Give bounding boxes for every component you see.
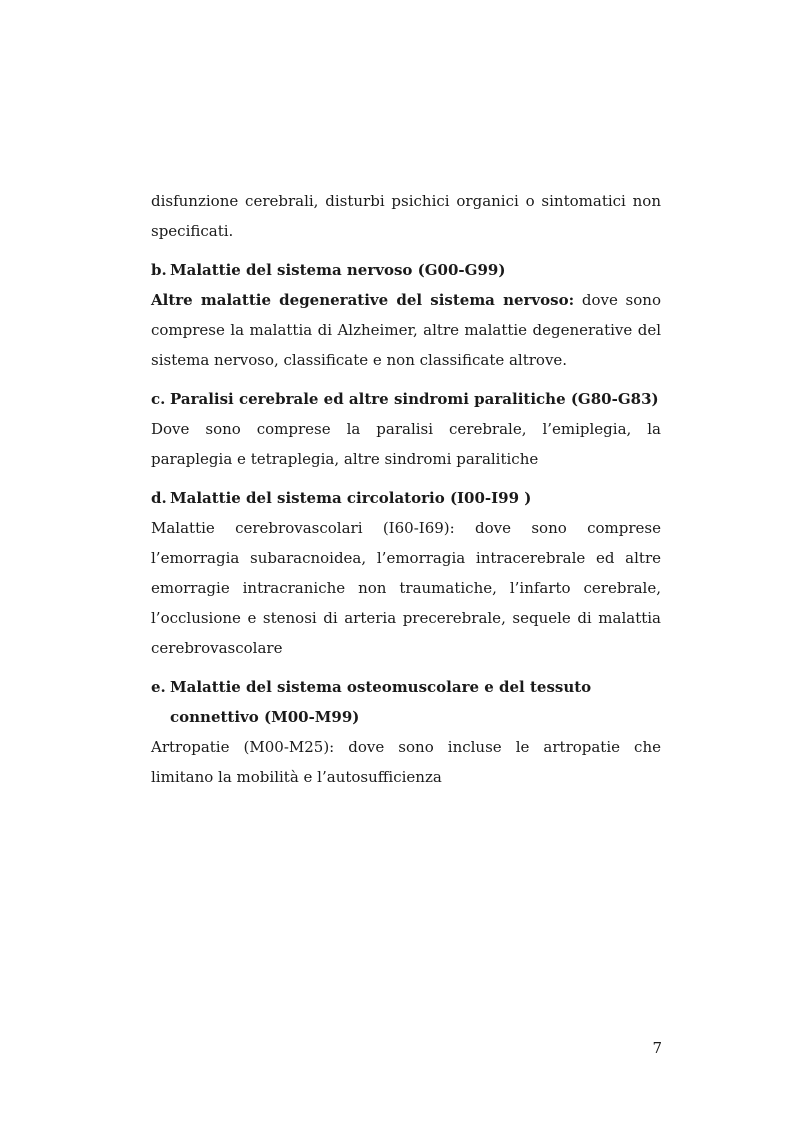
section-heading-d (151, 483, 661, 513)
section-paragraph-e: Artropatie (M00-M25): dove sono incluse le artropatie che limitano la mobilità e l’autosufficienza (151, 738, 661, 786)
section-letter: b. (151, 261, 167, 279)
section-text: dove sono comprese la malattia di Alzheimer, altre malattie degenerative del sistema nervoso, classificate e non classificate altrove. (151, 291, 661, 369)
section-title: Malattie del sistema circolatorio (I00-I99 ) (170, 489, 532, 507)
section-title: Malattie del sistema osteomuscolare e del tessuto connettivo (M00-M99) (170, 678, 592, 726)
section-letter: c. (151, 390, 166, 408)
page-number: 7 (652, 1039, 662, 1057)
section-heading-b (151, 255, 661, 285)
subsection-title: Altre malattie degenerative del sistema nervoso: (151, 291, 575, 309)
section-title: Malattie del sistema nervoso (G00-G99) (170, 261, 506, 279)
section-paragraph-c: Dove sono comprese la paralisi cerebrale, l’emiplegia, la paraplegia e tetraplegia, altre sindromi paralitiche (151, 420, 661, 468)
document-body (151, 186, 661, 792)
section-heading-c (151, 384, 661, 414)
section-letter: d. (151, 489, 167, 507)
section-letter: e. (151, 678, 166, 696)
section-heading-e (151, 672, 661, 732)
section-title: Paralisi cerebrale ed altre sindromi paralitiche (G80-G83) (170, 390, 659, 408)
section-paragraph-d: Malattie cerebrovascolari (I60-I69): dove sono comprese l’emorragia subaracnoidea, l’emorragia intracerebrale ed altre emorragie intracraniche non traumatiche, l’infarto cerebrale, l’occlusione e stenosi di arteria precerebrale, sequele di malattia cerebrovascolare (151, 519, 661, 657)
continuation-paragraph: disfunzione cerebrali, disturbi psichici organici o sintomatici non specificati. (151, 192, 661, 240)
section-paragraph-b (151, 285, 661, 375)
